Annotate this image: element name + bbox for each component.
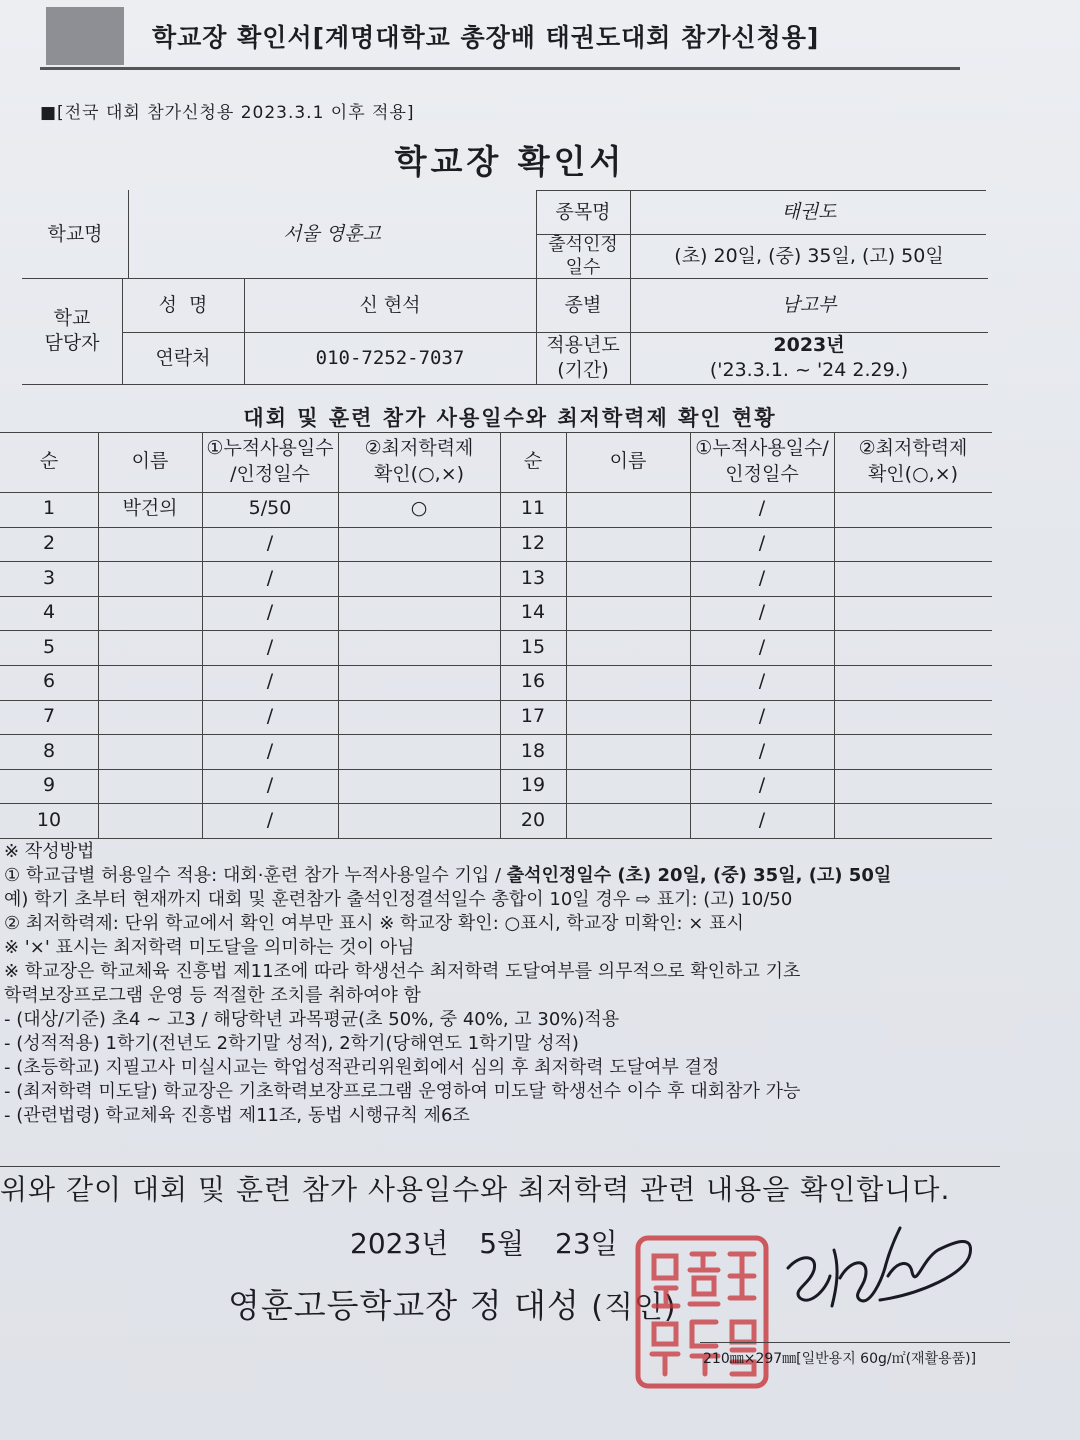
row-15-days: /	[758, 635, 766, 658]
header-gray-block	[46, 7, 124, 65]
row-1-days: 5/50	[248, 497, 292, 520]
note-1b: 출석인정일수 (초) 20일, (중) 35일, (고) 50일	[506, 865, 892, 886]
row-7-no: 7	[42, 705, 56, 728]
footer-rule	[700, 1342, 1010, 1343]
detail-3: - (초등학교) 지필고사 미실시교는 학업성적관리위원회에서 심의 후 최저학력 도달여부 결정	[4, 1057, 720, 1078]
year-label: 적용년도 (기간)	[546, 334, 620, 381]
row-14-check	[834, 596, 992, 631]
header-bar	[40, 4, 960, 70]
header-left-1: 이름	[131, 450, 169, 473]
note-2a: ② 최저학력제: 단위 학교에서 확인 여부만 표시 ※ 학교장 확인: ○표시, 학교장 미확인: × 표시	[4, 913, 744, 934]
event-value: 태권도	[781, 200, 837, 223]
attendance-value: (초) 20일, (중) 35일, (고) 50일	[674, 244, 944, 267]
row-8-days: /	[266, 739, 274, 762]
header-left-2: ①누적사용일수 /인정일수	[206, 437, 334, 485]
row-16-no: 16	[520, 670, 546, 693]
row-2-check	[338, 527, 500, 562]
row-15-no: 15	[520, 635, 546, 658]
status-table	[0, 432, 1000, 860]
row-11-name	[566, 492, 690, 527]
paper-spec-footer: 210㎜×297㎜[일반용지 60g/㎡(재활용품)]	[703, 1351, 977, 1367]
row-9-no: 9	[42, 774, 56, 797]
row-13-no: 13	[520, 566, 546, 589]
row-4-days: /	[266, 601, 274, 624]
header-title: 학교장 확인서[계명대학교 총장배 태권도대회 참가신청용]	[152, 22, 820, 52]
row-14-no: 14	[520, 601, 546, 624]
row-6-days: /	[266, 670, 274, 693]
row-8-name	[98, 734, 202, 769]
row-17-no: 17	[520, 705, 546, 728]
row-15-check	[834, 630, 992, 665]
seal-label: (직인)	[591, 1290, 677, 1325]
row-3-days: /	[266, 566, 274, 589]
row-5-days: /	[266, 635, 274, 658]
row-10-name	[98, 803, 202, 838]
row-10-no: 10	[36, 808, 62, 831]
row-9-check	[338, 769, 500, 804]
row-20-check	[834, 803, 992, 838]
row-8-no: 8	[42, 739, 56, 762]
detail-5: - (관련법령) 학교체육 진흥법 제11조, 동법 시행규칙 제6조	[4, 1105, 470, 1126]
separator	[0, 1166, 1000, 1167]
name-value: 신 현석	[359, 293, 421, 316]
date-month: 5월	[479, 1227, 525, 1260]
header-right-1: 이름	[609, 450, 647, 473]
contact-label: 연락처	[155, 346, 211, 369]
row-13-days: /	[758, 566, 766, 589]
official-seal-stamp	[632, 1232, 772, 1392]
row-18-name	[566, 734, 690, 769]
row-1-no: 1	[42, 497, 56, 520]
section-title: 대회 및 훈련 참가 사용일수와 최저학력제 확인 현황	[243, 406, 777, 430]
detail-2: - (성적적용) 1학기(전년도 2학기말 성적), 2학기(당해연도 1학기말 성적)	[4, 1033, 579, 1054]
row-18-days: /	[758, 739, 766, 762]
school-value: 서울 영훈고	[283, 222, 381, 245]
row-16-check	[834, 665, 992, 700]
row-3-name	[98, 561, 202, 596]
instructions	[4, 840, 1074, 1128]
row-2-no: 2	[42, 532, 56, 555]
row-3-check	[338, 561, 500, 596]
row-20-days: /	[758, 808, 766, 831]
row-19-days: /	[758, 774, 766, 797]
row-5-check	[338, 630, 500, 665]
handwritten-signature	[770, 1220, 990, 1330]
note-1a: ① 학교급별 허용일수 적용: 대회·훈련 참가 누적사용일수 기입 /	[4, 865, 507, 886]
row-17-days: /	[758, 705, 766, 728]
row-17-check	[834, 700, 992, 735]
attendance-label: 출석인정 일수	[548, 233, 618, 278]
row-1-name: 박건의	[122, 497, 178, 520]
name-label: 성 명	[158, 293, 208, 316]
row-18-no: 18	[520, 739, 546, 762]
main-title: 학교장 확인서	[394, 142, 626, 181]
row-20-name	[566, 803, 690, 838]
row-6-check	[338, 665, 500, 700]
row-9-days: /	[266, 774, 274, 797]
header-right-3: ②최저학력제 확인(○,×)	[858, 437, 968, 485]
row-4-name	[98, 596, 202, 631]
header-right-0: 순	[523, 450, 543, 473]
row-3-no: 3	[42, 566, 56, 589]
row-8-check	[338, 734, 500, 769]
date-day: 23일	[555, 1227, 618, 1260]
row-5-name	[98, 630, 202, 665]
row-7-name	[98, 700, 202, 735]
year-period: ('23.3.1. ~ '24 2.29.)	[709, 359, 909, 381]
row-10-check	[338, 803, 500, 838]
row-2-name	[98, 527, 202, 562]
detail-4: - (최저학력 미도달) 학교장은 기초학력보장프로그램 운영하여 미도달 학생선수 이수 후 대회참가 가능	[4, 1081, 801, 1102]
row-7-check	[338, 700, 500, 735]
header-right-2: ①누적사용일수/ 인정일수	[695, 437, 829, 485]
date-year: 2023년	[350, 1227, 449, 1260]
row-6-no: 6	[42, 670, 56, 693]
row-5-no: 5	[42, 635, 56, 658]
row-17-name	[566, 700, 690, 735]
row-13-name	[566, 561, 690, 596]
row-11-days: /	[758, 497, 766, 520]
note-1c: 예) 학기 초부터 현재까지 대회 및 훈련참가 출석인정결석일수 총합이 10일 경우 ⇨ 표기: (고) 10/50	[4, 889, 793, 910]
event-label: 종목명	[555, 200, 611, 223]
header-left-0: 순	[39, 450, 59, 473]
row-20-no: 20	[520, 808, 546, 831]
category-value: 남고부	[781, 293, 837, 316]
notes-heading: ※ 작성방법	[4, 841, 95, 862]
row-9-name	[98, 769, 202, 804]
info-table	[22, 190, 988, 386]
row-4-check	[338, 596, 500, 631]
row-2-days: /	[266, 532, 274, 555]
row-13-check	[834, 561, 992, 596]
contact-value: 010-7252-7037	[315, 346, 465, 369]
sign-date	[350, 1222, 640, 1262]
row-12-name	[566, 527, 690, 562]
row-4-no: 4	[42, 601, 56, 624]
row-15-name	[566, 630, 690, 665]
row-19-no: 19	[520, 774, 546, 797]
row-19-check	[834, 769, 992, 804]
row-12-days: /	[758, 532, 766, 555]
row-18-check	[834, 734, 992, 769]
note-2b: ※ '×' 표시는 최저학력 미도달을 의미하는 것이 아님	[4, 937, 415, 958]
row-7-days: /	[266, 705, 274, 728]
year-value: 2023년	[773, 334, 845, 357]
principal-line	[228, 1280, 677, 1327]
confirm-statement: 위와 같이 대회 및 훈련 참가 사용일수와 최저학력 관련 내용을 확인합니다.	[0, 1173, 951, 1206]
row-11-check	[834, 492, 992, 527]
principal-name: 영훈고등학교장 정 대성	[228, 1286, 580, 1325]
manager-label: 학교 담당자	[44, 307, 100, 354]
row-16-days: /	[758, 670, 766, 693]
row-14-name	[566, 596, 690, 631]
note-1	[4, 864, 1074, 888]
row-1-check: ○	[410, 497, 428, 520]
row-10-days: /	[266, 808, 274, 831]
note-2c: ※ 학교장은 학교체육 진흥법 제11조에 따라 학생선수 최저학력 도달여부를 의무적으로 확인하고 기초	[4, 961, 801, 982]
row-14-days: /	[758, 601, 766, 624]
row-16-name	[566, 665, 690, 700]
row-12-check	[834, 527, 992, 562]
row-19-name	[566, 769, 690, 804]
category-label: 종별	[564, 293, 602, 316]
row-12-no: 12	[520, 532, 546, 555]
row-11-no: 11	[520, 497, 546, 520]
row-6-name	[98, 665, 202, 700]
notice-text: ■[전국 대회 참가신청용 2023.3.1 이후 적용]	[40, 103, 415, 123]
year-cell	[630, 332, 988, 384]
header-left-3: ②최저학력제 확인(○,×)	[364, 437, 474, 485]
detail-1: - (대상/기준) 초4 ~ 고3 / 해당학년 과목평균(초 50%, 중 40%, 고 30%)적용	[4, 1009, 620, 1030]
note-2d: 학력보장프로그램 운영 등 적절한 조치를 취하여야 함	[4, 985, 421, 1006]
school-label: 학교명	[47, 222, 103, 245]
